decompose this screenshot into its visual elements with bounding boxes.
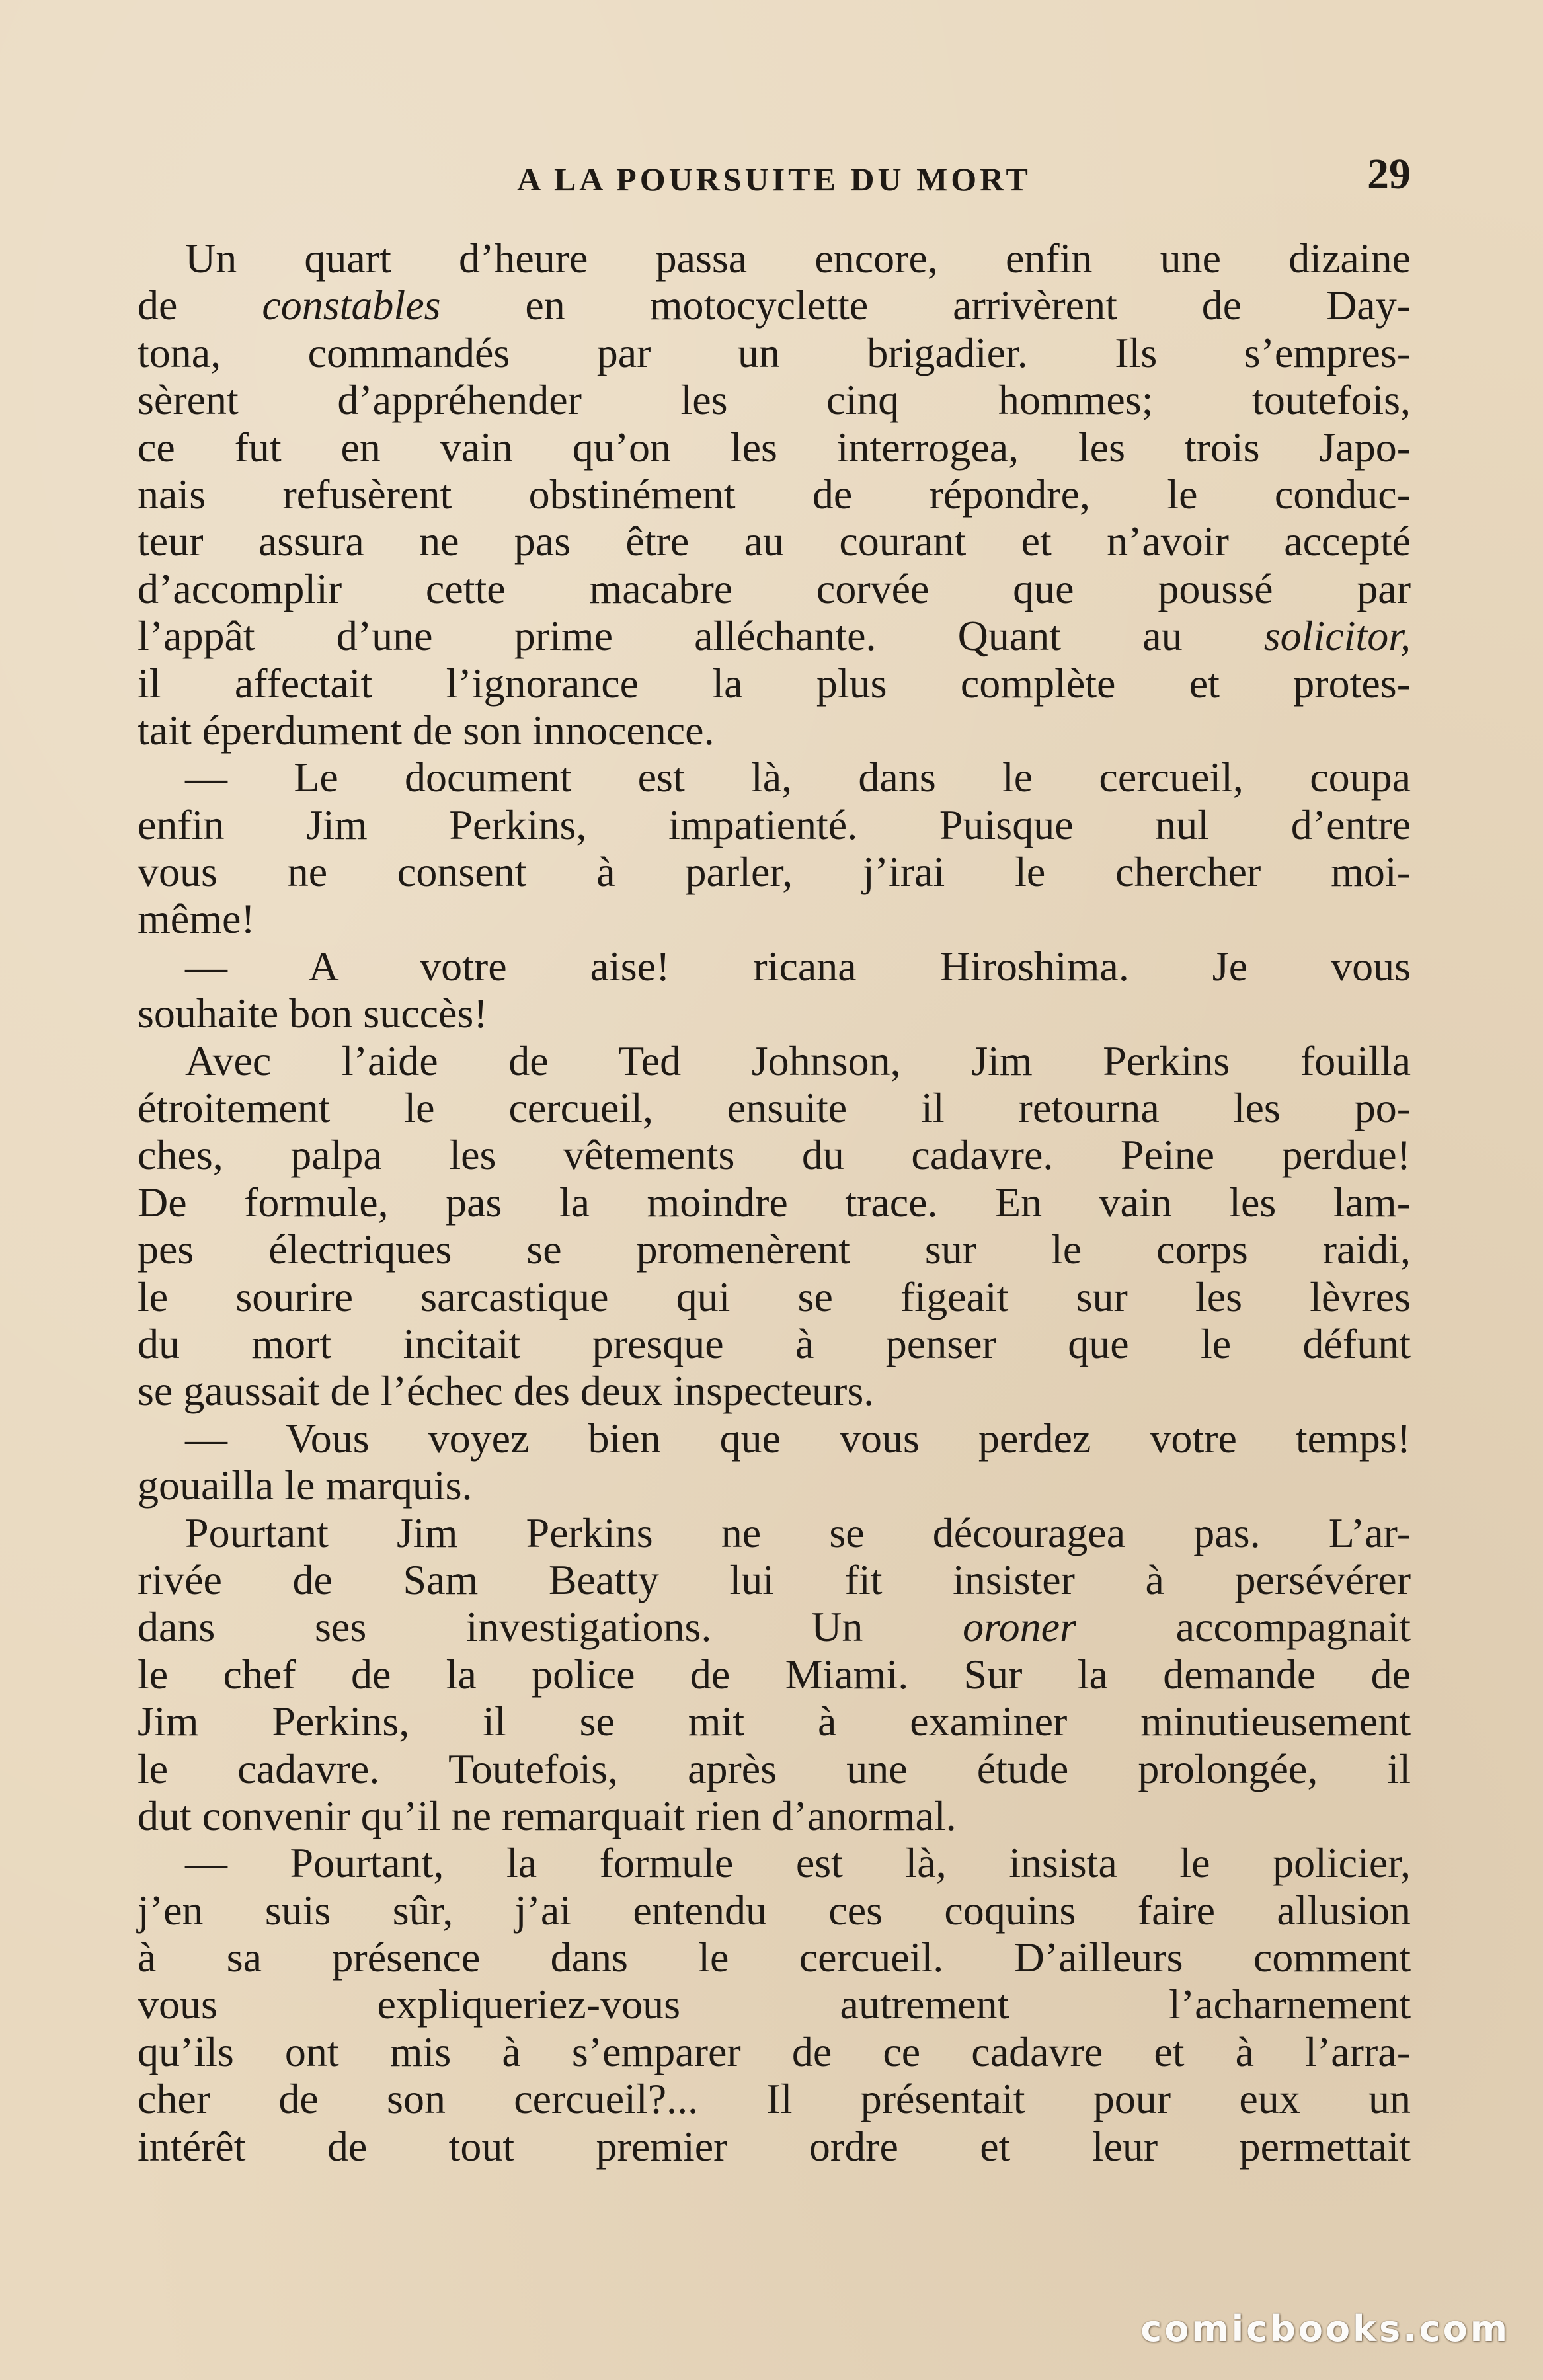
- text-line: le chef de la police de Miami. Sur la demande de: [138, 1650, 1411, 1698]
- text-line: vous ne consent à parler, j’irai le chercher moi-: [138, 848, 1411, 896]
- text-line: Pourtant Jim Perkins ne se découragea pas. L’ar-: [185, 1509, 1411, 1556]
- page-number: 29: [1367, 150, 1411, 198]
- text-line: — Vous voyez bien que vous perdez votre temps!: [185, 1414, 1411, 1462]
- text-line: qu’ils ont mis à s’emparer de ce cadavre et à l’arra-: [138, 2028, 1411, 2075]
- text-line: nais refusèrent obstinément de répondre, le conduc-: [138, 470, 1411, 518]
- text-line: rivée de Sam Beatty lui fit insister à persévérer: [138, 1556, 1411, 1603]
- text-segment: de: [138, 282, 262, 329]
- running-header: [138, 150, 1411, 208]
- italic-term: constables: [262, 282, 441, 329]
- text-segment: en motocyclette arrivèrent de Day-: [440, 282, 1411, 329]
- text-line: [138, 1603, 1411, 1650]
- text-line: sèrent d’appréhender les cinq hommes; toutefois,: [138, 376, 1411, 424]
- book-page: [138, 0, 1411, 2380]
- text-line: tait éperdument de son innocence.: [138, 706, 715, 754]
- text-line: Jim Perkins, il se mit à examiner minutieusement: [138, 1698, 1411, 1745]
- text-line: De formule, pas la moindre trace. En vain les lam-: [138, 1178, 1411, 1226]
- text-line: même!: [138, 895, 255, 943]
- text-line: Avec l’aide de Ted Johnson, Jim Perkins fouilla: [185, 1037, 1411, 1084]
- text-line: cher de son cercueil?... Il présentait pour eux un: [138, 2075, 1411, 2123]
- text-line: — A votre aise! ricana Hiroshima. Je vous: [185, 942, 1411, 990]
- text-segment: l’appât d’une prime alléchante. Quant au: [138, 612, 1264, 660]
- text-line: vous expliqueriez-vous autrement l’acharnement: [138, 1981, 1411, 2028]
- text-line: ches, palpa les vêtements du cadavre. Peine perdue!: [138, 1131, 1411, 1179]
- text-line: étroitement le cercueil, ensuite il retourna les po-: [138, 1084, 1411, 1132]
- italic-term: solicitor,: [1263, 612, 1411, 660]
- text-segment: dans ses investigations. Un: [138, 1603, 963, 1651]
- text-line: [138, 612, 1411, 659]
- running-title: A LA POURSUITE DU MORT: [517, 161, 1031, 198]
- text-line: ce fut en vain qu’on les interrogea, les trois Japo-: [138, 423, 1411, 471]
- text-line: souhaite bon succès!: [138, 990, 488, 1037]
- text-line: teur assura ne pas être au courant et n’avoir accepté: [138, 518, 1411, 565]
- italic-term: oroner: [963, 1603, 1076, 1651]
- text-line: à sa présence dans le cercueil. D’ailleurs comment: [138, 1934, 1411, 1981]
- text-line: se gaussait de l’échec des deux inspecteurs.: [138, 1367, 875, 1415]
- text-line: — Le document est là, dans le cercueil, coupa: [185, 754, 1411, 801]
- text-line: — Pourtant, la formule est là, insista le policier,: [185, 1839, 1411, 1887]
- text-line: intérêt de tout premier ordre et leur permettait: [138, 2122, 1411, 2170]
- text-line: d’accomplir cette macabre corvée que poussé par: [138, 565, 1411, 612]
- text-line: tona, commandés par un brigadier. Ils s’empres-: [138, 329, 1411, 376]
- text-line: dut convenir qu’il ne remarquait rien d’anormal.: [138, 1792, 957, 1839]
- text-segment: accompagnait: [1076, 1603, 1411, 1651]
- text-line: il affectait l’ignorance la plus complète et protes-: [138, 659, 1411, 707]
- text-line: [138, 282, 1411, 329]
- text-line: pes électriques se promenèrent sur le corps raidi,: [138, 1226, 1411, 1273]
- text-line: gouailla le marquis.: [138, 1462, 473, 1509]
- text-line: le cadavre. Toutefois, après une étude prolongée, il: [138, 1745, 1411, 1792]
- watermark-text: comicbooks.com: [1140, 2308, 1510, 2350]
- text-line: j’en suis sûr, j’ai entendu ces coquins faire allusion: [138, 1886, 1411, 1934]
- text-line: le sourire sarcastique qui se figeait sur les lèvres: [138, 1273, 1411, 1320]
- text-line: Un quart d’heure passa encore, enfin une dizaine: [185, 235, 1411, 282]
- body-text: [138, 235, 1411, 2170]
- text-line: enfin Jim Perkins, impatienté. Puisque nul d’entre: [138, 801, 1411, 848]
- text-line: du mort incitait presque à penser que le défunt: [138, 1320, 1411, 1367]
